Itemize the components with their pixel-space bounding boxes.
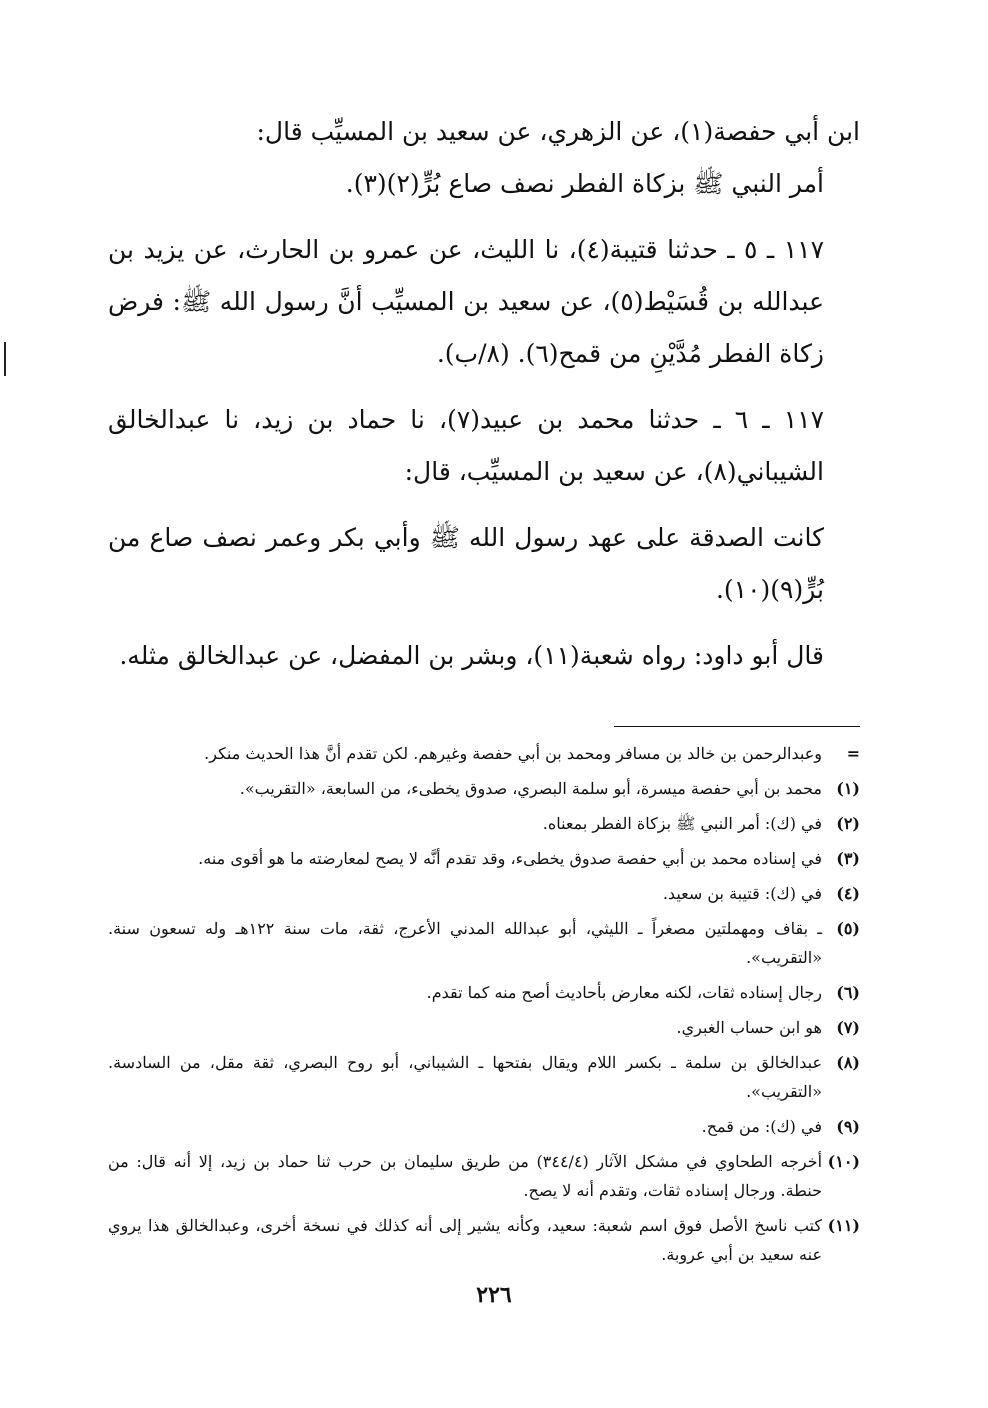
footnote-text: في إسناده محمد بن أبي حفصة صدوق يخطىء، وقد تقدم أنَّه لا يصح لمعارضته ما هو أقوى منه. — [198, 849, 822, 868]
footnote — [108, 914, 860, 972]
footnote-text: محمد بن أبي حفصة ميسرة، أبو سلمة البصري، صدوق يخطىء، من السابعة، «التقريب». — [239, 779, 822, 798]
footnote-number: (٦) — [836, 983, 860, 1002]
margin-mark — [4, 342, 6, 376]
footnote-text: في (ك): قتيبة بن سعيد. — [662, 884, 822, 903]
footnote-text: رجال إسناده ثقات، لكنه معارض بأحاديث أصح منه كما تقدم. — [426, 983, 822, 1002]
footnote — [108, 1048, 860, 1106]
footnote — [108, 774, 860, 803]
footnote-text: كتب ناسخ الأصل فوق اسم شعبة: سعيد، وكأنه يشير إلى أنه كذلك في نسخة أخرى، وعبدالخالق هذا يروي عنه سعيد بن أبي عروبة. — [108, 1216, 822, 1264]
footnote-text: ـ بقاف ومهملتين مصغراً ـ الليثي، أبو عبدالله المدني الأعرج، ثقة، مات سنة ١٢٢هـ وله تسعون سنة. «التقريب». — [108, 919, 823, 967]
footnote — [108, 809, 860, 838]
footnote — [108, 1211, 860, 1269]
footnotes — [108, 739, 860, 1269]
footnote-text: هو ابن حساب الغبري. — [676, 1018, 822, 1037]
footnote-separator — [614, 726, 860, 727]
footnote — [108, 1112, 860, 1141]
paragraph-1: ابن أبي حفصة(١)، عن الزهري، عن سعيد بن المسيِّب قال: — [256, 117, 860, 146]
footnote-text: في (ك): أمر النبي ﷺ بزكاة الفطر بمعناه. — [542, 814, 822, 833]
footnote-number: (٧) — [836, 1018, 860, 1037]
main-text — [108, 106, 860, 682]
footnote-number: (٥) — [836, 919, 860, 938]
paragraph-2: أمر النبي ﷺ بزكاة الفطر نصف صاع بُرٍّ(٢)(٣). — [345, 169, 824, 198]
footnote-number: (٢) — [836, 814, 860, 833]
footnote — [108, 978, 860, 1007]
paragraph-6: قال أبو داود: رواه شعبة(١١)، وبشر بن المفضل، عن عبدالخالق مثله. — [119, 641, 824, 670]
footnote-text: في (ك): من قمح. — [701, 1117, 822, 1136]
footnote-number: (٨) — [836, 1053, 860, 1072]
footnote-number: (٩) — [836, 1117, 860, 1136]
footnote-number: (١٠) — [827, 1152, 860, 1171]
footnote — [108, 844, 860, 873]
page-number: ٢٢٦ — [476, 1282, 512, 1308]
paragraph-5: كانت الصدقة على عهد رسول الله ﷺ وأبي بكر وعمر نصف صاع من بُرٍّ(٩)(١٠). — [108, 523, 824, 604]
footnote-text: وعبدالرحمن بن خالد بن مسافر ومحمد بن أبي حفصة وغيرهم. لكن تقدم أنَّ هذا الحديث منكر. — [204, 744, 822, 763]
footnote — [108, 1147, 860, 1205]
footnote — [108, 879, 860, 908]
footnote-number: (١) — [836, 779, 860, 798]
paragraph-4: ١١٧ ـ ٦ ـ حدثنا محمد بن عبيد(٧)، نا حماد بن زيد، نا عبدالخالق الشيباني(٨)، عن سعيد بن المسيِّب، قال: — [108, 405, 825, 486]
footnote — [108, 739, 860, 768]
footnote-text: أخرجه الطحاوي في مشكل الآثار (٣٤٤/٤) من طريق سليمان بن حرب ثنا حماد بن زيد، إلا أنه قال: من حنطة. ورجال إسناده ثقات، وتقدم أنه لا يصح. — [108, 1152, 823, 1200]
paragraph-3: ١١٧ ـ ٥ ـ حدثنا قتيبة(٤)، نا الليث، عن عمرو بن الحارث، عن يزيد بن عبدالله بن قُسَيْط(٥)، عن سعيد بن المسيِّب أنَّ رسول الله ﷺ: فرض زكاة الفطر مُدَّيْنِ من قمح(٦). (٨/ب). — [108, 235, 825, 368]
footnote — [108, 1013, 860, 1042]
footnote-text: عبدالخالق بن سلمة ـ بكسر اللام ويقال بفتحها ـ الشيباني، أبو روح البصري، ثقة مقل، من السادسة. «التقريب». — [108, 1053, 822, 1101]
footnote-number: = — [846, 744, 860, 763]
footnote-number: (٤) — [836, 884, 860, 903]
page-body — [108, 106, 860, 1275]
footnote-number: (٣) — [836, 849, 860, 868]
footnote-number: (١١) — [827, 1216, 860, 1235]
